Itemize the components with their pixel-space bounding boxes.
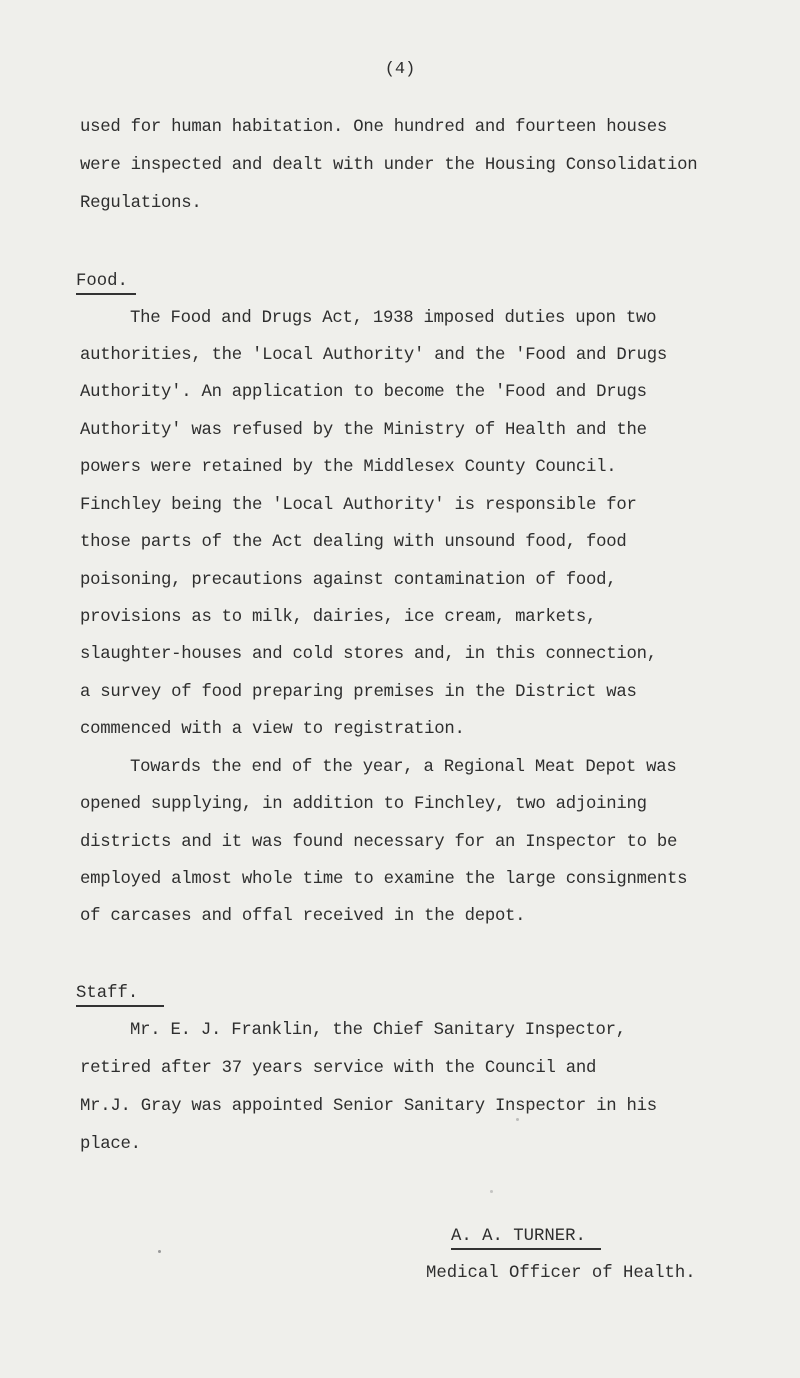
food-p1-line-7: those parts of the Act dealing with unsound food, food <box>80 533 627 552</box>
food-p2-line-3: districts and it was found necessary for an Inspector to be <box>80 833 678 852</box>
food-p1-line-8: poisoning, precautions against contamination of food, <box>80 571 617 590</box>
paper-speck <box>158 1250 161 1253</box>
food-p2-line-2: opened supplying, in addition to Finchley, two adjoining <box>80 795 647 814</box>
staff-line-4: place. <box>80 1135 141 1154</box>
food-p1-line-2: authorities, the 'Local Authority' and the 'Food and Drugs <box>80 346 667 365</box>
staff-heading: Staff. <box>76 984 139 1003</box>
food-p2-line-5: of carcases and offal received in the depot. <box>80 907 526 926</box>
food-p1-line-1: The Food and Drugs Act, 1938 imposed duties upon two <box>130 309 657 328</box>
food-p2-line-4: employed almost whole time to examine the large consignments <box>80 870 688 889</box>
food-p2-line-1: Towards the end of the year, a Regional Meat Depot was <box>130 758 677 777</box>
staff-line-2: retired after 37 years service with the Council and <box>80 1059 597 1078</box>
signature-underline <box>451 1248 601 1250</box>
food-heading: Food. <box>76 272 128 291</box>
signature-name: A. A. TURNER. <box>451 1227 586 1246</box>
signature-title: Medical Officer of Health. <box>426 1264 696 1283</box>
paper-speck <box>490 1190 493 1193</box>
food-p1-line-10: slaughter-houses and cold stores and, in this connection, <box>80 645 657 664</box>
food-p1-line-5: powers were retained by the Middlesex County Council. <box>80 458 617 477</box>
intro-line-2: were inspected and dealt with under the Housing Consolidation <box>80 156 698 175</box>
food-p1-line-6: Finchley being the 'Local Authority' is responsible for <box>80 496 637 515</box>
paper-speck <box>516 1118 519 1121</box>
food-p1-line-4: Authority' was refused by the Ministry of Health and the <box>80 421 647 440</box>
staff-line-3: Mr.J. Gray was appointed Senior Sanitary Inspector in his <box>80 1097 657 1116</box>
intro-line-1: used for human habitation. One hundred and fourteen houses <box>80 118 667 137</box>
food-heading-underline <box>76 293 136 295</box>
staff-line-1: Mr. E. J. Franklin, the Chief Sanitary Inspector, <box>130 1021 626 1040</box>
food-p1-line-11: a survey of food preparing premises in the District was <box>80 683 637 702</box>
food-p1-line-3: Authority'. An application to become the 'Food and Drugs <box>80 383 647 402</box>
food-p1-line-9: provisions as to milk, dairies, ice cream, markets, <box>80 608 597 627</box>
food-p1-line-12: commenced with a view to registration. <box>80 720 465 739</box>
staff-heading-underline <box>76 1005 164 1007</box>
page-number: (4) <box>384 60 416 79</box>
intro-line-3: Regulations. <box>80 194 202 213</box>
